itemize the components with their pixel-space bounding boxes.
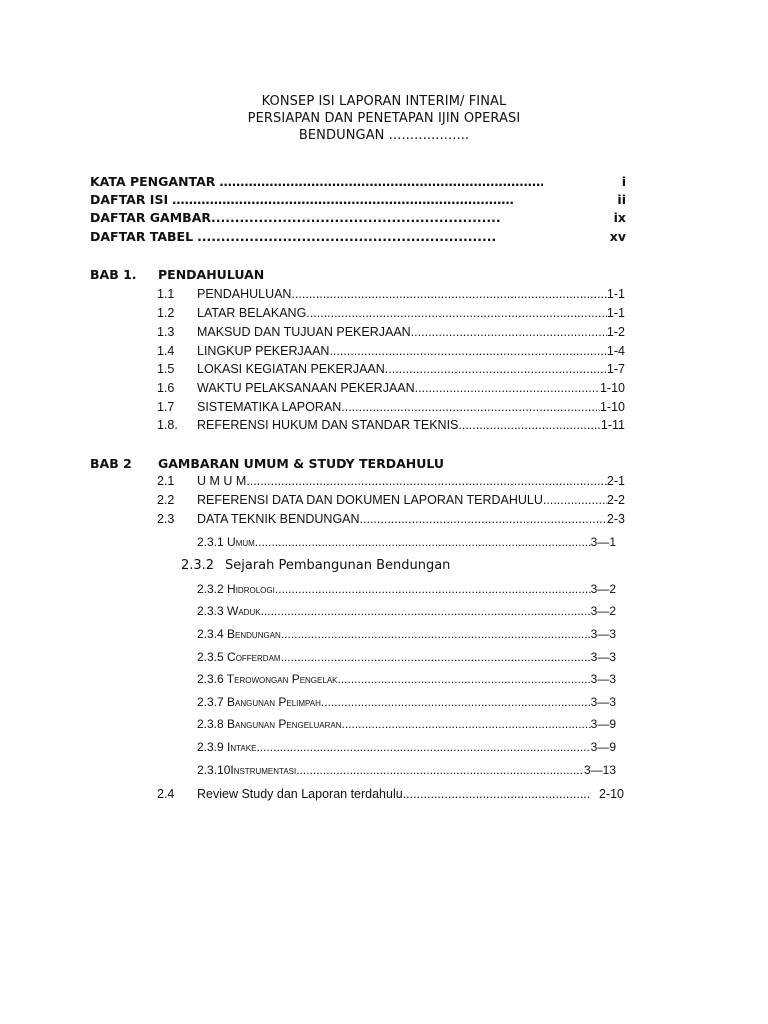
toc-number: 1.1: [157, 287, 175, 301]
leader-dots: [342, 717, 591, 731]
toc-page: 2-10: [598, 787, 624, 801]
toc-label: DAFTAR ISI: [90, 192, 169, 207]
toc-page: 1-2: [606, 325, 625, 339]
chapter-title: GAMBARAN UMUM & STUDY TERDAHULU: [158, 456, 445, 471]
toc-page: 3—13: [583, 763, 616, 777]
toc-label: DATA TEKNIK BENDUNGAN: [197, 512, 360, 526]
toc-page: 1-11: [600, 418, 625, 432]
leader-dots: [261, 604, 591, 618]
toc-page: 3—3: [590, 650, 616, 664]
leader-dots: [281, 650, 591, 664]
subsection-title: Sejarah Pembangunan Bendungan: [225, 558, 451, 573]
toc-label: U M U M: [197, 474, 247, 488]
leader-dots: [256, 740, 590, 754]
toc-page: ix: [613, 210, 626, 225]
toc-label: Review Study dan Laporan terdahulu: [197, 787, 403, 801]
toc-entry: [197, 325, 625, 339]
leader-dots: [275, 582, 591, 596]
leader-dots: [255, 535, 591, 549]
toc-entry: [197, 474, 625, 488]
toc-subentry: [197, 535, 616, 549]
leader-dots: [341, 400, 600, 414]
toc-label: WAKTU PELAKSANAAN PEKERJAAN: [197, 381, 415, 395]
toc-page: 2-3: [606, 512, 625, 526]
toc-entry: [197, 512, 625, 526]
toc-label: KATA PENGANTAR: [90, 174, 216, 189]
toc-entry-daftar-isi: [90, 192, 626, 207]
toc-page: 2-2: [606, 493, 625, 507]
leader-dots: [246, 474, 607, 488]
leader-dots: [415, 381, 600, 395]
leader-dots: [211, 210, 501, 225]
toc-label: LOKASI KEGIATAN PEKERJAAN: [197, 362, 385, 376]
leader-dots: [411, 325, 607, 339]
toc-page: 3—2: [590, 604, 616, 618]
leader-dots: [385, 362, 607, 376]
toc-entry: [197, 344, 625, 358]
toc-page: 1-1: [606, 306, 625, 320]
toc-label: SISTEMATIKA LAPORAN: [197, 400, 342, 414]
toc-page: 3—1: [590, 535, 616, 549]
toc-number: 1.7: [157, 400, 175, 414]
leader-dots: [197, 229, 495, 244]
toc-label: 2.3.7 Bangunan Pelimpah: [197, 695, 321, 709]
toc-number: 1.5: [157, 362, 175, 376]
leader-dots: [306, 306, 607, 320]
toc-label: REFERENSI HUKUM DAN STANDAR TEKNIS: [197, 418, 459, 432]
toc-entry: [197, 381, 625, 395]
toc-label: 2.3.9 Intake: [197, 740, 257, 754]
toc-subentry: [197, 604, 616, 618]
toc-subentry: [197, 627, 616, 641]
toc-page: 3—3: [590, 627, 616, 641]
toc-page: 1-10: [599, 400, 625, 414]
toc-entry: [197, 287, 625, 301]
toc-entry: [197, 418, 625, 432]
toc-subentry: [197, 695, 616, 709]
toc-page: 3—9: [590, 740, 616, 754]
toc-entry: [197, 306, 625, 320]
toc-subentry: [197, 582, 616, 596]
toc-label: DAFTAR TABEL: [90, 229, 194, 244]
chapter-title: PENDAHULUAN: [158, 267, 265, 282]
leader-dots: [321, 695, 591, 709]
toc-label: LATAR BELAKANG: [197, 306, 307, 320]
toc-entry: [197, 493, 625, 507]
leader-dots: [543, 493, 607, 507]
toc-page: i: [621, 174, 626, 189]
toc-entry-kata-pengantar: [90, 174, 626, 189]
toc-page: 2-1: [606, 474, 625, 488]
toc-label: 2.3.1 Umum: [197, 535, 255, 549]
toc-label: 2.3.5 Cofferdam: [197, 650, 281, 664]
toc-page: 3—3: [590, 695, 616, 709]
toc-subentry: [197, 740, 616, 754]
toc-number: 2.2: [157, 493, 175, 507]
toc-label: 2.3.10Instrumentasi: [197, 763, 297, 777]
toc-subentry: [197, 717, 616, 731]
toc-number: 2.4: [157, 787, 175, 801]
toc-page: 3—3: [590, 672, 616, 686]
toc-subentry: [197, 672, 616, 686]
toc-page: 1-10: [599, 381, 625, 395]
toc-page: 3—9: [590, 717, 616, 731]
toc-label: LINGKUP PEKERJAAN: [197, 344, 330, 358]
toc-page: 1-1: [606, 287, 625, 301]
leader-dots: [360, 512, 607, 526]
toc-number: 1.4: [157, 344, 175, 358]
leader-dots: [291, 287, 606, 301]
toc-label: 2.3.8 Bangunan Pengeluaran: [197, 717, 342, 731]
subsection-number: 2.3.2: [181, 558, 215, 573]
toc-label: 2.3.2 Hidrologi: [197, 582, 275, 596]
chapter-code: BAB 1.: [90, 267, 137, 282]
toc-page: 1-4: [606, 344, 625, 358]
toc-page: ii: [617, 192, 626, 207]
leader-dots: [281, 627, 591, 641]
toc-number: 1.6: [157, 381, 175, 395]
toc-entry: [197, 400, 625, 414]
leader-dots: [329, 344, 606, 358]
toc-number: 1.2: [157, 306, 175, 320]
toc-label: 2.3.3 Waduk: [197, 604, 261, 618]
toc-label: MAKSUD DAN TUJUAN PEKERJAAN: [197, 325, 411, 339]
leader-dots: [458, 418, 601, 432]
leader-dots: [172, 192, 514, 207]
toc-page: 1-7: [606, 362, 625, 376]
toc-page: xv: [609, 229, 626, 244]
toc-entry: [197, 787, 624, 801]
toc-number: 2.1: [157, 474, 175, 488]
toc-label: DAFTAR GAMBAR: [90, 210, 211, 225]
leader-dots: [338, 672, 591, 686]
doc-title-line-2: PERSIAPAN DAN PENETAPAN IJIN OPERASI: [247, 111, 521, 126]
toc-entry-daftar-tabel: [90, 229, 626, 244]
toc-label: REFERENSI DATA DAN DOKUMEN LAPORAN TERDAHULU: [197, 493, 543, 507]
toc-number: 1.3: [157, 325, 175, 339]
doc-title-line-1: KONSEP ISI LAPORAN INTERIM/ FINAL: [261, 94, 507, 109]
toc-subentry: [197, 763, 616, 777]
toc-entry-daftar-gambar: [90, 210, 626, 225]
toc-label: 2.3.6 Terowongan Pengelak: [197, 672, 338, 686]
toc-entry: [197, 362, 625, 376]
toc-label: PENDAHULUAN: [197, 287, 292, 301]
toc-label: 2.3.4 Bendungan: [197, 627, 281, 641]
leader-dots: [219, 174, 543, 189]
toc-page: 3—2: [590, 582, 616, 596]
chapter-code: BAB 2: [90, 456, 132, 471]
toc-number: 2.3: [157, 512, 175, 526]
toc-number: 1.8.: [157, 418, 178, 432]
leader-dots: [296, 763, 584, 777]
toc-subentry: [197, 650, 616, 664]
leader-dots: [403, 787, 589, 801]
doc-title-line-3: BENDUNGAN ...................: [298, 128, 470, 143]
